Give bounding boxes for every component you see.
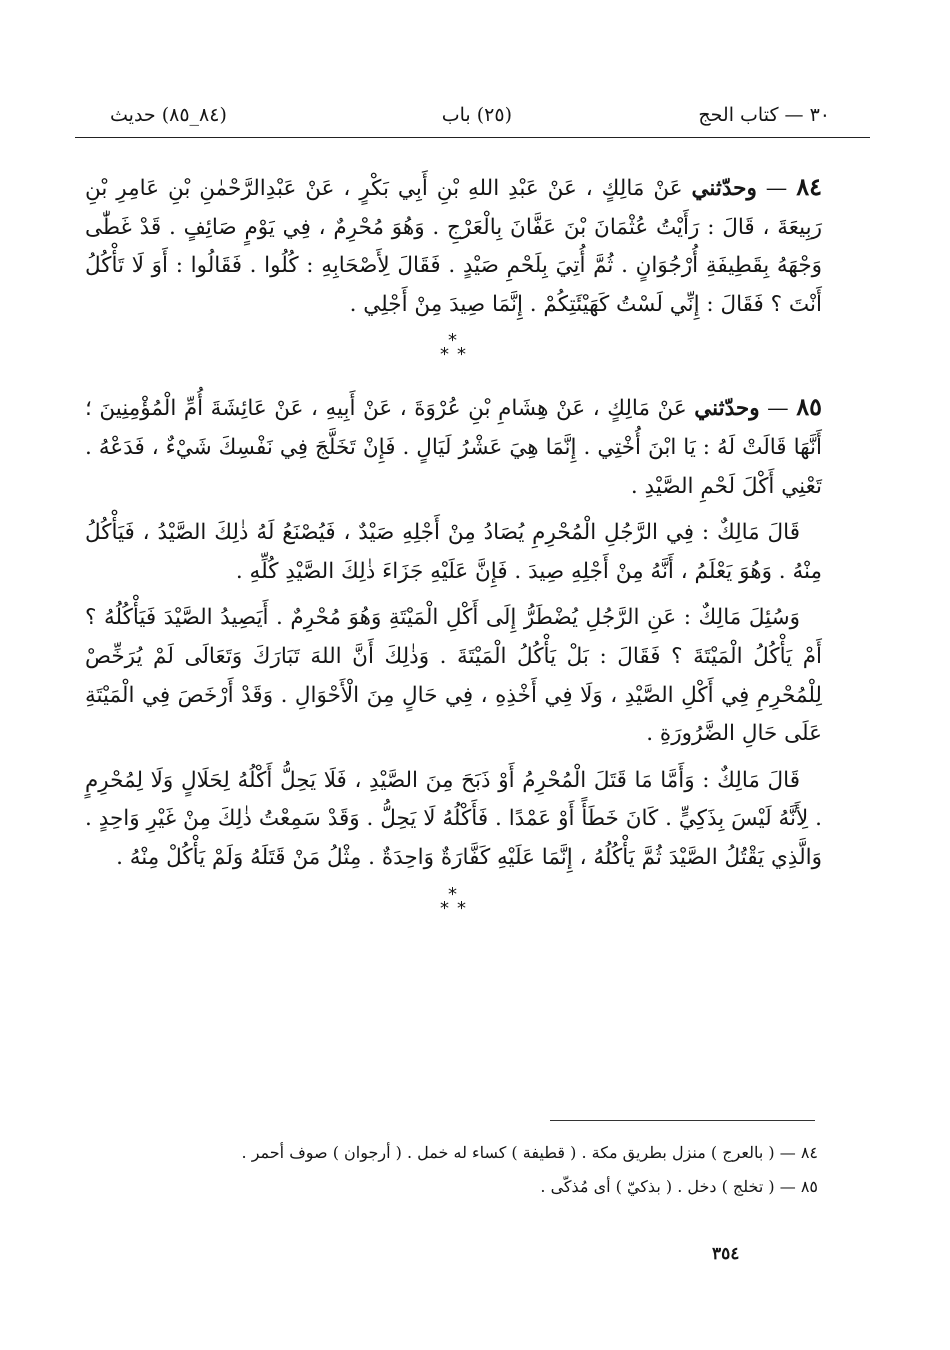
asterisk-icon: * bbox=[448, 883, 457, 905]
asterisk-icon: * bbox=[440, 897, 449, 919]
asterisk-icon: * bbox=[448, 330, 457, 352]
hadith-84 bbox=[85, 168, 822, 324]
running-head-book-title: ٣٠ — كتاب الحج bbox=[698, 104, 830, 126]
section-divider-asterisks bbox=[85, 878, 822, 942]
malik-commentary-1: قَالَ مَالِكٌ : فِي الرَّجُلِ الْمُحْرِمِ يُصَادُ مِنْ أَجْلِهِ صَيْدٌ ، فَيُصْنَعُ لَهُ ذٰلِكَ الصَّيْدُ ، فَيَأْكُلُ مِنْهُ . وَهُوَ يَعْلَمُ ، أَنَّهُ مِنْ أَجْلِهِ صِيدَ . فَإِنَّ عَلَيْهِ جَزَاءَ ذٰلِكَ الصَّيْدِ كُلِّهِ . bbox=[85, 520, 822, 584]
hadith-number: ٨٤ bbox=[796, 172, 822, 201]
asterisk-icon: * bbox=[440, 344, 449, 366]
hadith-lead-word: وحدّثني bbox=[691, 176, 757, 201]
running-head-hadith-range: (٨٤_٨٥) حديث bbox=[110, 104, 227, 126]
malik-commentary-2: وَسُئِلَ مَالِكٌ : عَنِ الرَّجُلِ يُضْطَرُّ إِلَى أَكْلِ الْمَيْتَةِ وَهُوَ مُحْرِمٌ . أَيَصِيدُ الصَّيْدَ فَيَأْكُلُهُ ؟ أَمْ يَأْكُلُ الْمَيْتَةَ ؟ فَقَالَ : بَلْ يَأْكُلُ الْمَيْتَةَ . وَذٰلِكَ أَنَّ اللهَ تَبَارَكَ وَتَعَالَى لَمْ يُرَخِّصْ لِلْمُحْرِمِ فِي أَكْلِ الصَّيْدِ ، وَلَا فِي أَخْذِهِ ، فِي حَالٍ مِنَ الْأَحْوَالِ . وَقَدْ أَرْخَصَ فِي الْمَيْتَةِ عَلَى حَالِ الضَّرُورَةِ . bbox=[85, 605, 822, 747]
main-text bbox=[85, 168, 822, 942]
footnote-84: ٨٤ — ( بالعرج ) منزل بطريق مكة . ( قطيفة ) كساء له خمل . ( أرجوان ) صوف أحمر . bbox=[241, 1143, 818, 1162]
hadith-lead-word: وحدّثني bbox=[694, 396, 760, 422]
asterisk-icon: * bbox=[457, 897, 466, 919]
running-head bbox=[110, 100, 830, 134]
footnote-rule bbox=[550, 1120, 815, 1121]
malik-commentary-3: قَالَ مَالِكٌ : وَأَمَّا مَا قَتَلَ الْمُحْرِمُ أَوْ ذَبَحَ مِنَ الصَّيْدِ ، فَلَا يَحِلُّ أَكْلُهُ لِحَلَالٍ وَلَا لِمُحْرِمٍ . لِأَنَّهُ لَيْسَ بِذَكِيٍّ . كَانَ خَطَأً أَوْ عَمْدًا . فَأَكْلُهُ لَا يَحِلُّ . وَقَدْ سَمِعْتُ ذٰلِكَ مِنْ غَيْرِ وَاحِدٍ . وَالَّذِي يَقْتُلُ الصَّيْدَ ثُمَّ يَأْكُلُهُ ، إِنَّمَا عَلَيْهِ كَفَّارَةٌ وَاحِدَةٌ . مِثْلُ مَنْ قَتَلَهُ وَلَمْ يَأْكُلْ مِنْهُ . bbox=[85, 767, 822, 870]
hadith-text: عَنْ مَالِكٍ ، عَنْ عَبْدِ اللهِ بْنِ أَبِي بَكْرٍ ، عَنْ عَبْدِالرَّحْمٰنِ بْنِ عَامِرِ بْنِ رَبِيعَةَ ، قَالَ : رَأَيْتُ عُثْمَانَ بْنَ عَفَّانَ بِالْعَرْجِ . وَهُوَ مُحْرِمٌ ، فِي يَوْمٍ صَائِفٍ . قَدْ غَطّٰى وَجْهَهُ بِقَطِيفَةِ أُرْجُوَانٍ . ثُمَّ أُتِيَ بِلَحْمِ صَيْدٍ . فَقَالَ لِأَصْحَابِهِ : كُلُوا . فَقَالُوا : أَوَ لَا تَأْكُلُ أَنْتَ ؟ فَقَالَ : إِنِّي لَسْتُ كَهَيْئَتِكُمْ . إِنَّمَا صِيدَ مِنْ أَجْلِي . bbox=[85, 176, 822, 317]
hadith-number: ٨٥ bbox=[796, 392, 822, 422]
hadith-dash: — bbox=[756, 176, 797, 201]
footnotes bbox=[100, 1136, 818, 1204]
hadith-85 bbox=[85, 388, 822, 506]
hadith-dash: — bbox=[759, 396, 797, 422]
page-number: ٣٥٤ bbox=[712, 1244, 740, 1264]
header-rule bbox=[75, 137, 870, 138]
running-head-chapter: (٢٥) باب bbox=[441, 104, 512, 126]
footnote-85: ٨٥ — ( تخلج ) دخل . ( بذكيّ ) أى مُذكّى . bbox=[540, 1177, 818, 1196]
asterisk-icon: * bbox=[457, 344, 466, 366]
hadith-text: عَنْ مَالِكٍ ، عَنْ هِشَامِ بْنِ عُرْوَةَ ، عَنْ أَبِيهِ ، عَنْ عَائِشَةَ أُمِّ الْمُؤْمِنِينَ ؛ أَنَّهَا قَالَتْ لَهُ : يَا ابْنَ أُخْتِي . إِنَّمَا هِيَ عَشْرُ لَيَالٍ . فَإِنْ تَخَلَّجَ فِي نَفْسِكَ شَيْءٌ ، فَدَعْهُ . تَعْنِي أَكْلَ لَحْمِ الصَّيْدِ . bbox=[85, 396, 822, 499]
section-divider-asterisks bbox=[85, 324, 822, 388]
